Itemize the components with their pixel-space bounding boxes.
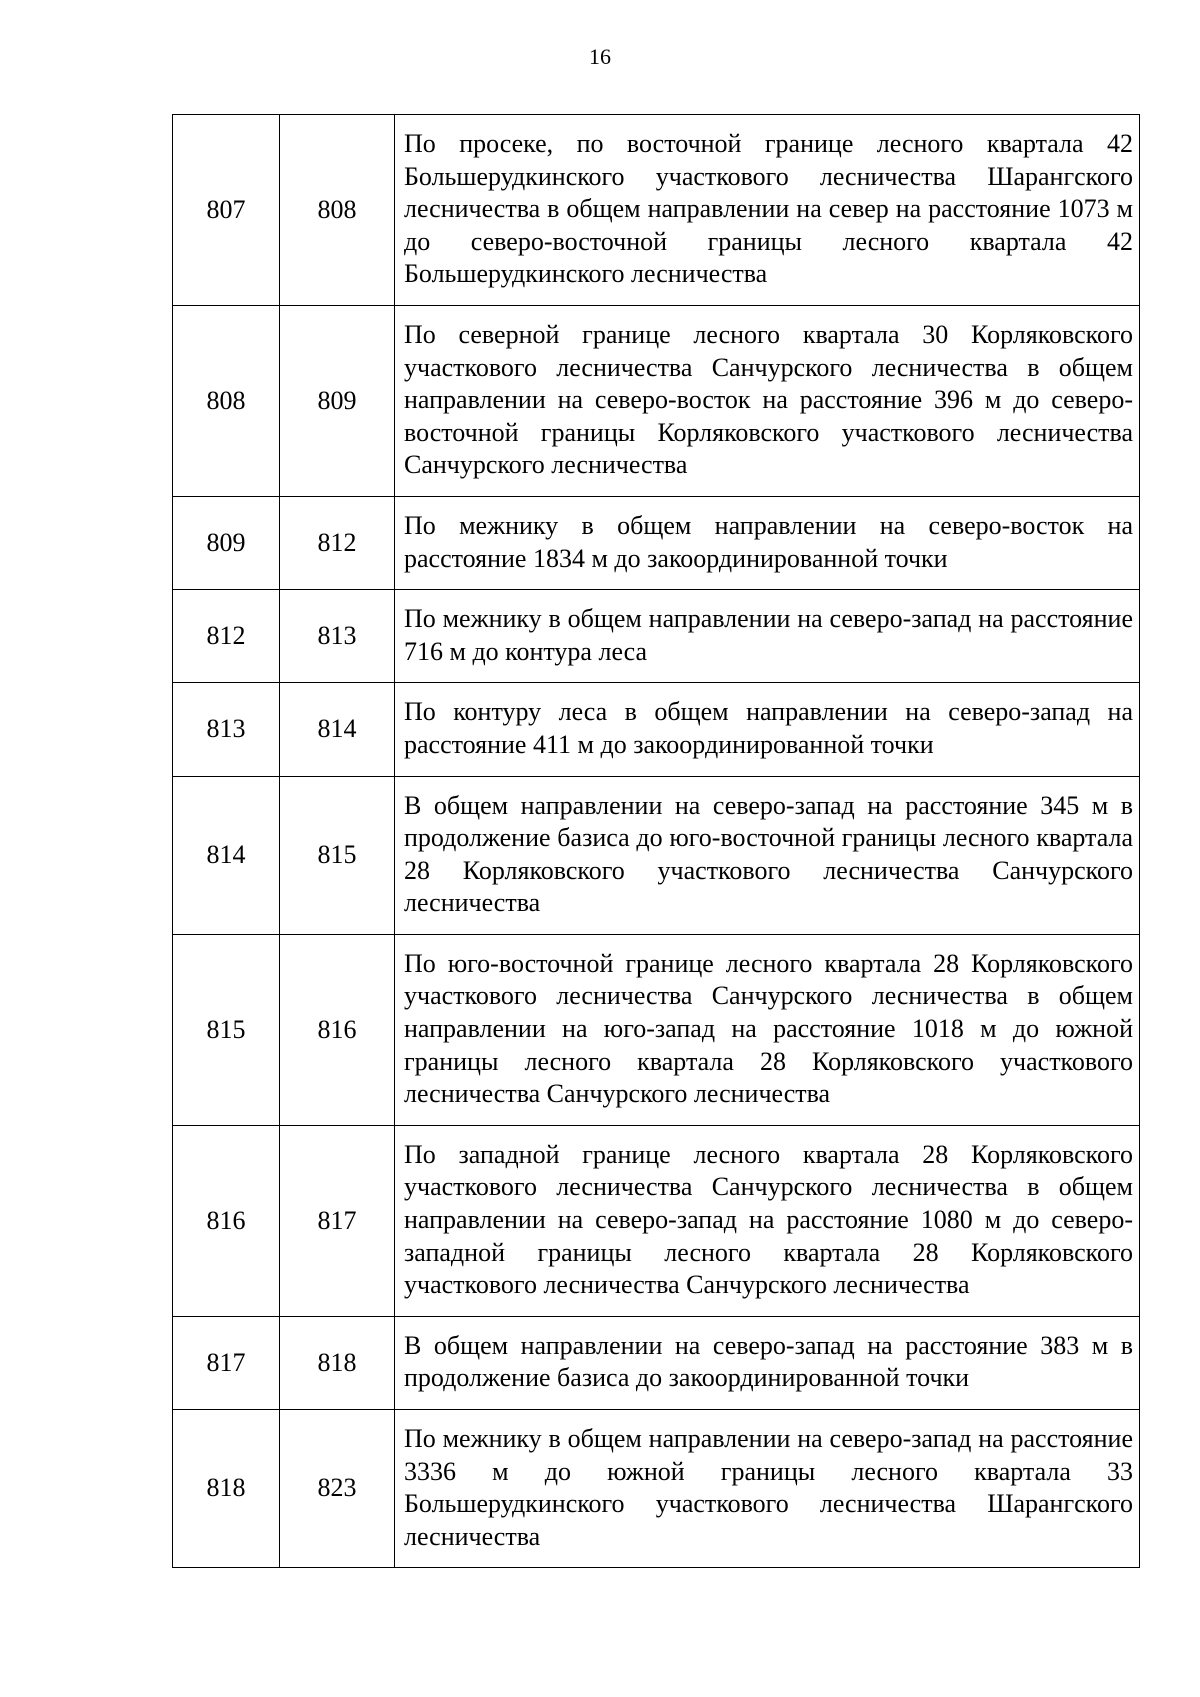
from-point: 807 (173, 115, 280, 306)
to-point: 818 (280, 1316, 395, 1409)
table-row (173, 776, 1140, 934)
segment-description: По межнику в общем направлении на северо-запад на расстояние 716 м до контура леса (395, 590, 1140, 683)
table-row (173, 1316, 1140, 1409)
to-point: 812 (280, 496, 395, 589)
from-point: 813 (173, 683, 280, 776)
to-point: 808 (280, 115, 395, 306)
segment-description: По межнику в общем направлении на северо-восток на расстояние 1834 м до закоординированной точки (395, 496, 1140, 589)
from-point: 816 (173, 1125, 280, 1316)
to-point: 817 (280, 1125, 395, 1316)
segment-description: В общем направлении на северо-запад на расстояние 345 м в продолжение базиса до юго-восточной границы лесного квартала 28 Корляковского участкового лесничества Санчурского лесничества (395, 776, 1140, 934)
segment-description: По просеке, по восточной границе лесного квартала 42 Большерудкинского участкового лесничества Шарангского лесничества в общем направлении на север на расстояние 1073 м до северо-восточной границы лесного квартала 42 Большерудкинского лесничества (395, 115, 1140, 306)
table-row (173, 683, 1140, 776)
from-point: 817 (173, 1316, 280, 1409)
table-row (173, 590, 1140, 683)
table-row (173, 1125, 1140, 1316)
table-row (173, 115, 1140, 306)
from-point: 814 (173, 776, 280, 934)
from-point: 815 (173, 934, 280, 1125)
segment-description: По межнику в общем направлении на северо-запад на расстояние 3336 м до южной границы лесного квартала 33 Большерудкинского участкового лесничества Шарангского лесничества (395, 1410, 1140, 1568)
from-point: 818 (173, 1410, 280, 1568)
table-row (173, 305, 1140, 496)
to-point: 809 (280, 305, 395, 496)
segment-description: По западной границе лесного квартала 28 Корляковского участкового лесничества Санчурского лесничества в общем направлении на северо-запад на расстояние 1080 м до северо-западной границы лесного квартала 28 Корляковского участкового лесничества Санчурского лесничества (395, 1125, 1140, 1316)
segment-description: По контуру леса в общем направлении на северо-запад на расстояние 411 м до закоординированной точки (395, 683, 1140, 776)
page-number: 16 (589, 44, 611, 69)
to-point: 823 (280, 1410, 395, 1568)
to-point: 816 (280, 934, 395, 1125)
from-point: 812 (173, 590, 280, 683)
segment-description: По юго-восточной границе лесного квартала 28 Корляковского участкового лесничества Санчурского лесничества в общем направлении на юго-запад на расстояние 1018 м до южной границы лесного квартала 28 Корляковского участкового лесничества Санчурского лесничества (395, 934, 1140, 1125)
boundary-table (172, 114, 1140, 1568)
to-point: 813 (280, 590, 395, 683)
table-row (173, 496, 1140, 589)
table-row (173, 934, 1140, 1125)
segment-description: По северной границе лесного квартала 30 Корляковского участкового лесничества Санчурского лесничества в общем направлении на северо-восток на расстояние 396 м до северо-восточной границы Корляковского участкового лесничества Санчурского лесничества (395, 305, 1140, 496)
to-point: 814 (280, 683, 395, 776)
table-row (173, 1410, 1140, 1568)
to-point: 815 (280, 776, 395, 934)
segment-description: В общем направлении на северо-запад на расстояние 383 м в продолжение базиса до закоординированной точки (395, 1316, 1140, 1409)
from-point: 809 (173, 496, 280, 589)
from-point: 808 (173, 305, 280, 496)
